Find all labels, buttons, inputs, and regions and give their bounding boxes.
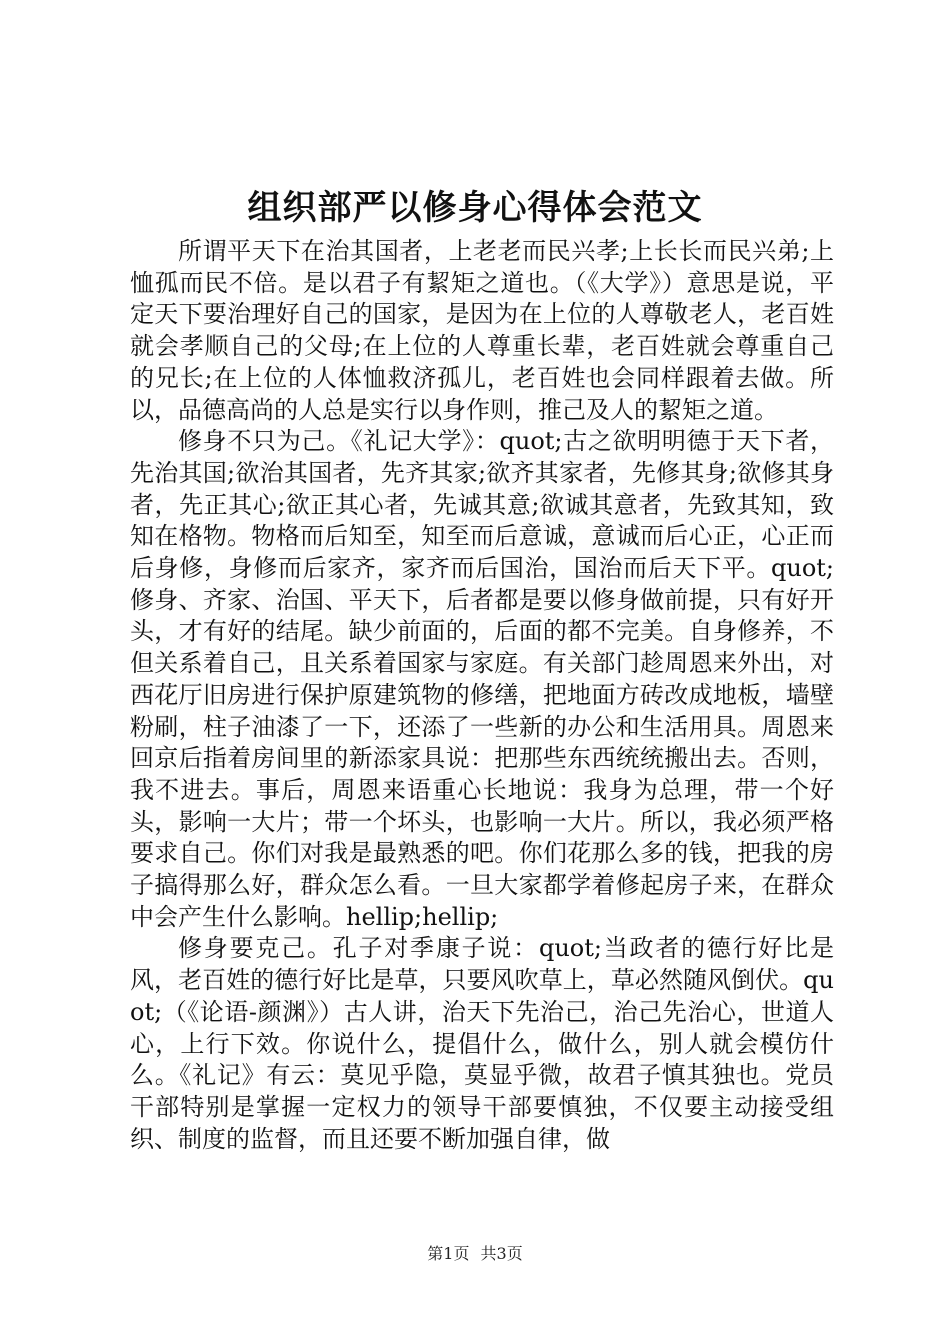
paragraph-3: 修身要克己。孔子对季康子说：quot;当政者的德行好比是风，老百姓的德行好比是草，只要风吹草上，草必然随风倒伏。quot;（《论语-颜渊》）古人讲，治天下先治己，治己先治心，世道人心，上行下效。你说什么，提倡什么，做什么，别人就会模仿什么。《礼记》有云：莫见乎隐，莫显乎微，故君子慎其独也。党员干部特别是掌握一定权力的领导干部要慎独，不仅要主动接受组织、制度的监督，而且还要不断加强自律，做 [130, 934, 834, 1153]
paragraph-1: 所谓平天下在治其国者，上老老而民兴孝;上长长而民兴弟;上恤孤而民不倍。是以君子有絜矩之道也。（《大学》）意思是说，平定天下要治理好自己的国家，是因为在上位的人尊敬老人，老百姓就会孝顺自己的父母;在上位的人尊重长辈，老百姓就会尊重自己的兄长;在上位的人体恤救济孤儿，老百姓也会同样跟着去做。所以，品德高尚的人总是实行以身作则，推己及人的絜矩之道。 [130, 237, 834, 424]
document-title: 组织部严以修身心得体会范文 [247, 188, 703, 228]
page-number: 第1页 [427, 1244, 470, 1263]
page-total: 共3页 [480, 1244, 523, 1263]
page-footer [0, 1243, 950, 1265]
document-body [130, 236, 834, 1155]
paragraph-2: 修身不只为己。《礼记大学》：quot;古之欲明明德于天下者，先治其国;欲治其国者，先齐其家;欲齐其家者，先修其身;欲修其身者，先正其心;欲正其心者，先诚其意;欲诚其意者，先致其知，致知在格物。物格而后知至，知至而后意诚，意诚而后心正，心正而后身修，身修而后家齐，家齐而后国治，国治而后天下平。quot;修身、齐家、治国、平天下，后者都是要以修身做前提，只有好开头，才有好的结尾。缺少前面的，后面的都不完美。自身修养，不但关系着自己，且关系着国家与家庭。有关部门趁周恩来外出，对西花厅旧房进行保护原建筑物的修缮，把地面方砖改成地板，墙壁粉刷，柱子油漆了一下，还添了一些新的办公和生活用具。周恩来回京后指着房间里的新添家具说：把那些东西统统搬出去。否则，我不进去。事后，周恩来语重心长地说：我身为总理，带一个好头，影响一大片；带一个坏头，也影响一大片。所以，我必须严格要求自己。你们对我是最熟悉的吧。你们花那么多的钱，把我的房子搞得那么好，群众怎么看。一旦大家都学着修起房子来，在群众中会产生什么影响。hellip;hellip; [130, 427, 834, 931]
